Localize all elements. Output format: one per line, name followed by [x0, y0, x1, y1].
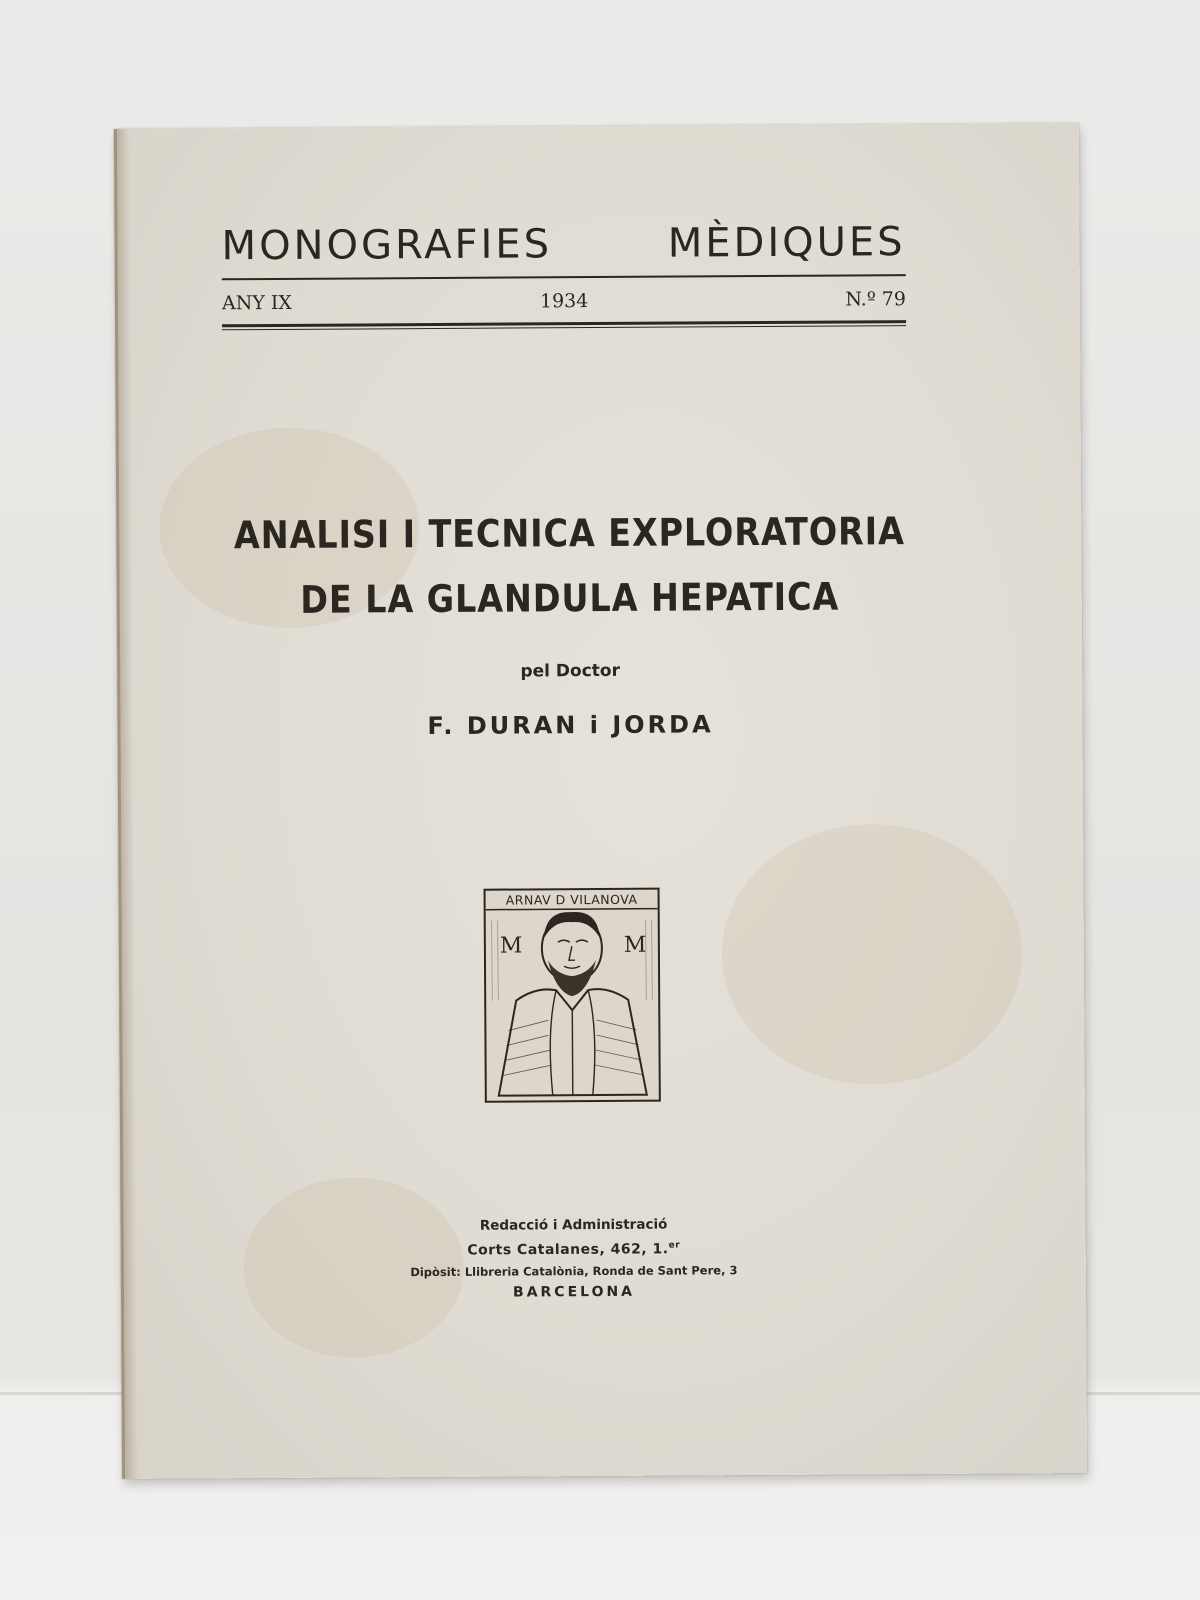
author-name: F. DURAN i JORDA	[427, 710, 714, 741]
issue-number: N.º 79	[845, 288, 907, 311]
masthead-rule-top	[222, 274, 906, 280]
volume-label: ANY IX	[221, 291, 292, 315]
series-title: MONOGRAFIES MÈDIQUES	[221, 219, 906, 270]
title-line-1: ANALISI I TECNICA EXPLORATORIA	[233, 509, 905, 558]
emblem-letter-left: M	[499, 933, 523, 959]
year-label: 1934	[539, 290, 589, 313]
imprint-city: BARCELONA	[512, 1283, 636, 1301]
imprint-line-3: Dipòsit: Llibreria Catalònia, Ronda de Sant Pere, 3	[410, 1263, 738, 1280]
emblem-letter-right: M	[623, 932, 647, 958]
imprint-line-2: Corts Catalanes, 462, 1.$^{er}$	[467, 1240, 681, 1259]
title-line-2: DE LA GLANDULA HEPATICA	[300, 574, 840, 622]
portrait-emblem	[484, 888, 661, 1103]
byline: pel Doctor	[520, 660, 621, 682]
imprint-line-1: Redacció i Administració	[479, 1216, 668, 1234]
masthead-meta-row	[222, 288, 906, 316]
booklet-cover	[114, 123, 1087, 1479]
portrait-engraving-icon	[486, 890, 659, 1101]
emblem-caption: ARNAV D VILANOVA	[505, 891, 638, 908]
